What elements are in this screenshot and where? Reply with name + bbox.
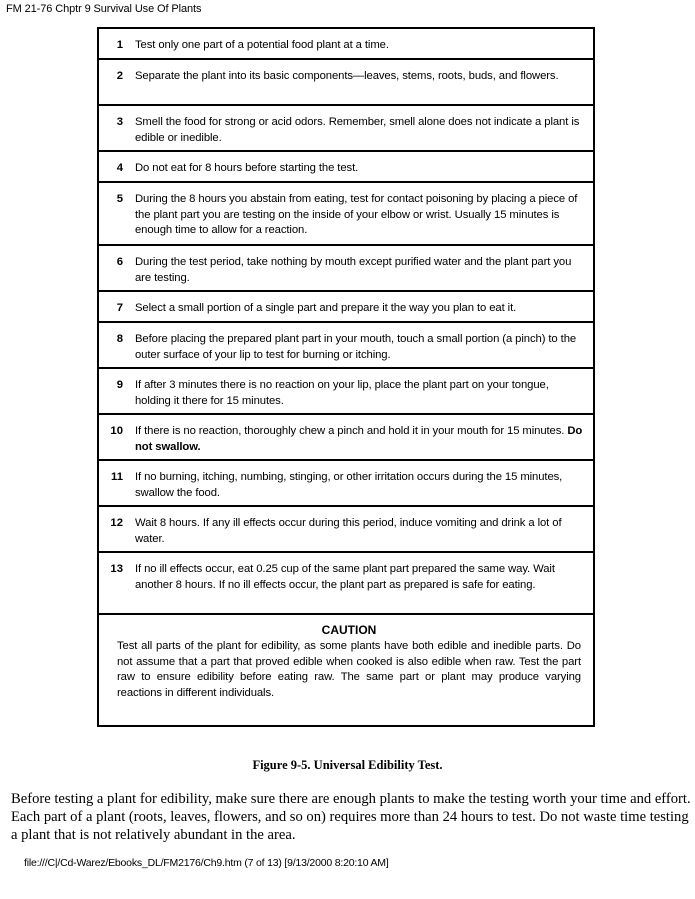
caution-text: Test all parts of the plant for edibility, as some plants have both edible and inedible parts. Do not assume that a part that proved edible when cooked is also edible when raw. Test the part raw to ensure edibility before eating raw. The same part or plant may produce varying reactions in different individuals. <box>117 640 581 699</box>
step-number: 12 <box>110 517 123 529</box>
step-number: 10 <box>110 425 123 437</box>
step-text: If no ill effects occur, eat 0.25 cup of the same plant part prepared the same way. Wait another 8 hours. If no ill effects occur, the plant part as prepared is safe for eating. <box>135 563 555 591</box>
table-row <box>99 292 593 323</box>
step-emphasis: Do not swallow. <box>135 425 583 453</box>
figure-caption: Figure 9-5. Universal Edibility Test. <box>252 758 443 772</box>
step-text: Select a small portion of a single part and prepare it the way you plan to eat it. <box>135 302 517 314</box>
step-number: 1 <box>116 39 123 51</box>
step-number: 5 <box>116 193 123 205</box>
step-number: 4 <box>116 162 123 174</box>
step-text: Do not eat for 8 hours before starting the test. <box>135 162 359 174</box>
step-text <box>135 424 593 455</box>
step-text: During the 8 hours you abstain from eating, test for contact poisoning by placing a piece of the plant part you are testing on the inside of your elbow or wrist. Usually 15 minutes is enough time to allow for a reaction. <box>135 193 578 236</box>
step-text: During the test period, take nothing by mouth except purified water and the plant part you are testing. <box>135 256 572 284</box>
step-text: If after 3 minutes there is no reaction on your lip, place the plant part on your tongue, holding it there for 15 minutes. <box>135 379 549 407</box>
step-number: 11 <box>111 471 123 483</box>
table-row <box>99 415 593 461</box>
table-row <box>99 106 593 152</box>
step-number: 3 <box>116 116 123 128</box>
table-row <box>99 246 593 292</box>
edibility-test-table <box>97 27 595 727</box>
step-number: 8 <box>116 333 123 345</box>
table-row <box>99 29 593 60</box>
step-number: 2 <box>116 70 123 82</box>
table-row <box>99 507 593 553</box>
step-number: 7 <box>116 302 123 314</box>
page-footer: file:///C|/Cd-Warez/Ebooks_DL/FM2176/Ch9.htm (7 of 13) [9/13/2000 8:20:10 AM] <box>24 857 389 869</box>
step-text: Separate the plant into its basic components—leaves, stems, roots, buds, and flowers. <box>135 70 559 82</box>
table-row <box>99 369 593 415</box>
table-row <box>99 461 593 507</box>
caution-box <box>99 615 593 725</box>
step-number: 13 <box>110 563 123 575</box>
table-row <box>99 183 593 246</box>
caution-title: CAUTION <box>321 623 377 637</box>
step-text: Before placing the prepared plant part in your mouth, touch a small portion (a pinch) to the outer surface of your lip to test for burning or itching. <box>135 333 577 361</box>
step-number: 9 <box>116 379 123 391</box>
table-row <box>99 323 593 369</box>
step-number: 6 <box>116 256 123 268</box>
table-row <box>99 553 593 615</box>
step-text: Wait 8 hours. If any ill effects occur during this period, induce vomiting and drink a lot of water. <box>135 517 562 545</box>
step-text-main: If there is no reaction, thoroughly chew a pinch and hold it in your mouth for 15 minutes. <box>135 425 565 437</box>
step-text: If no burning, itching, numbing, stinging, or other irritation occurs during the 15 minutes, swallow the food. <box>135 471 563 499</box>
table-row <box>99 60 593 106</box>
step-text: Smell the food for strong or acid odors. Remember, smell alone does not indicate a plant is edible or inedible. <box>135 116 580 144</box>
page-header: FM 21-76 Chptr 9 Survival Use Of Plants <box>6 3 202 15</box>
step-text: Test only one part of a potential food plant at a time. <box>135 39 389 51</box>
body-paragraph: Before testing a plant for edibility, make sure there are enough plants to make the testing worth your time and effort. Each part of a plant (roots, leaves, flowers, and so on) requires more than 24 hours to test. Do not waste time testing a plant that is not relatively abundant in the area. <box>11 791 691 843</box>
table-row <box>99 152 593 183</box>
